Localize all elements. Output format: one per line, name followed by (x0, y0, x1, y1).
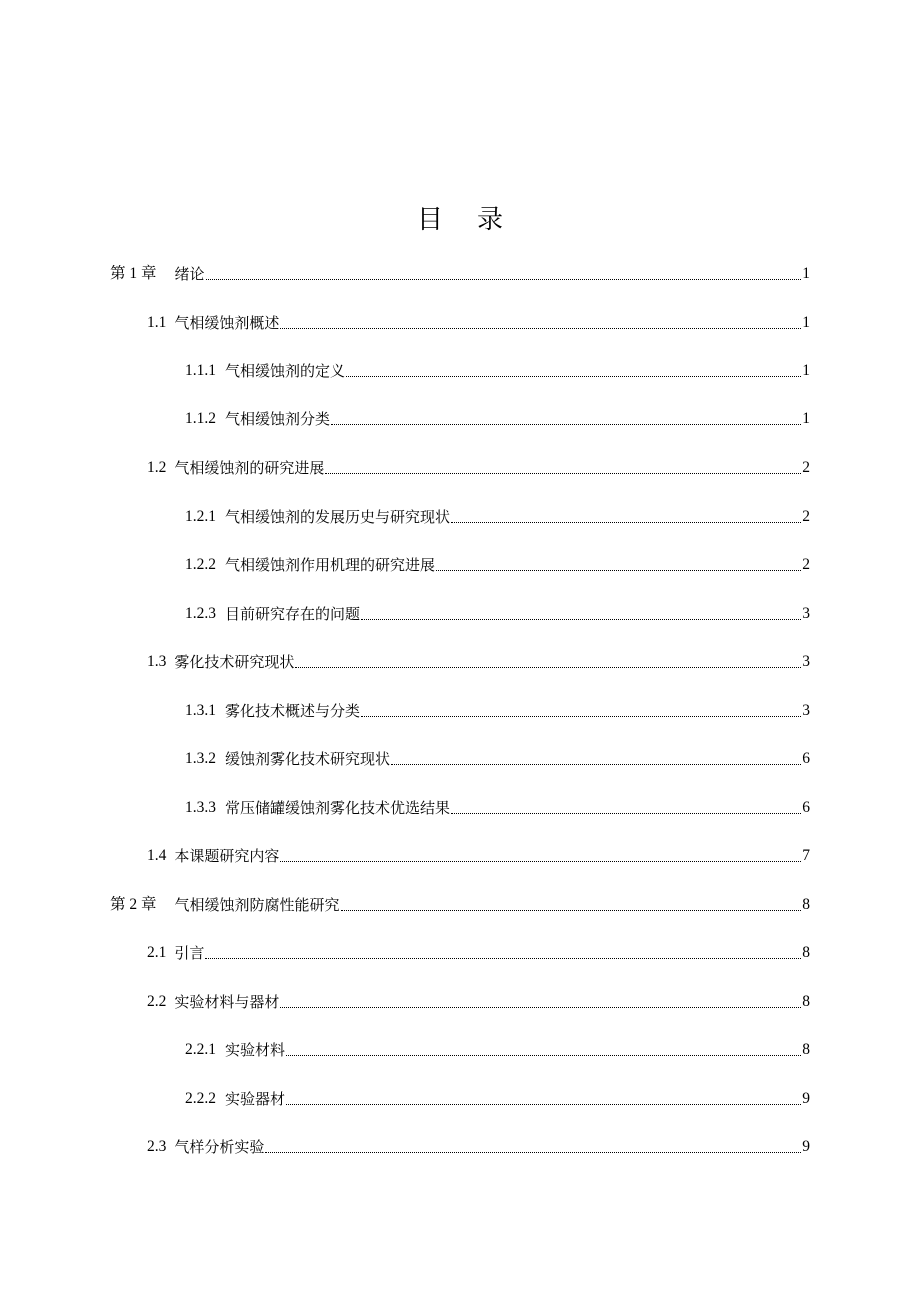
toc-entry-page: 2 (802, 556, 810, 573)
toc-dot-leader (436, 570, 801, 571)
toc-entry-number: 1.2 (147, 459, 167, 476)
toc-entry-page: 6 (802, 750, 810, 767)
toc-entry-title: 实验材料与器材 (174, 993, 280, 1011)
toc-entry-number: 1.2.1 (185, 508, 216, 525)
toc-dot-leader (206, 279, 802, 280)
toc-dot-leader (280, 328, 801, 329)
toc-entry-title: 实验器材 (225, 1090, 286, 1108)
toc-entry-1-1-1[interactable] (185, 359, 810, 383)
toc-entry-page: 8 (802, 1041, 810, 1058)
toc-entry-title: 缓蚀剂雾化技术研究现状 (225, 750, 391, 768)
toc-entry-title: 气相缓蚀剂分类 (225, 410, 331, 428)
toc-dot-leader (265, 1152, 801, 1153)
toc-entry-page: 9 (802, 1138, 810, 1155)
toc-entry-page: 3 (802, 702, 810, 719)
toc-entry-number: 第 1 章 (110, 265, 157, 282)
toc-entry-1-3[interactable] (147, 650, 810, 674)
toc-entry-number: 1.3.1 (185, 702, 216, 719)
toc-entry-number: 1.3 (147, 653, 167, 670)
toc-dot-leader (346, 376, 801, 377)
toc-entry-number: 1.1.2 (185, 410, 216, 427)
toc-entry-title: 雾化技术研究现状 (174, 653, 295, 671)
toc-dot-leader (286, 1104, 801, 1105)
toc-entry-1-1-2[interactable] (185, 407, 810, 431)
toc-entry-page: 8 (802, 896, 810, 913)
toc-entry-page: 8 (802, 944, 810, 961)
toc-entry-page: 7 (802, 847, 810, 864)
toc-entry-1-3-3[interactable] (185, 796, 810, 820)
toc-dot-leader (391, 764, 801, 765)
toc-entry-2-1[interactable] (147, 941, 810, 965)
toc-entry-2-2-1[interactable] (185, 1038, 810, 1062)
toc-entry-page: 8 (802, 993, 810, 1010)
toc-entry-1-1[interactable] (147, 311, 810, 335)
toc-dot-leader (341, 910, 802, 911)
toc-title-char-2: 录 (477, 205, 504, 235)
toc-entry-1-3-1[interactable] (185, 699, 810, 723)
toc-entry-page: 1 (802, 265, 810, 282)
toc-entry-2-2-2[interactable] (185, 1087, 810, 1111)
toc-entry-number: 2.2.1 (185, 1041, 216, 1058)
toc-entry-page: 1 (802, 314, 810, 331)
toc-entry-title: 气相缓蚀剂的定义 (225, 362, 346, 380)
toc-entry-title: 引言 (174, 944, 205, 962)
toc-entry-number: 2.2 (147, 993, 167, 1010)
toc-entry-title: 目前研究存在的问题 (225, 605, 361, 623)
toc-entry-number: 1.2.2 (185, 556, 216, 573)
toc-entry-chapter-2[interactable] (110, 893, 810, 917)
toc-entry-page: 1 (802, 410, 810, 427)
toc-entry-title: 气相缓蚀剂防腐性能研究 (174, 896, 340, 914)
toc-entry-title: 气样分析实验 (174, 1138, 265, 1156)
toc-dot-leader (295, 667, 801, 668)
toc-entry-chapter-1[interactable] (110, 262, 810, 286)
toc-entry-1-2[interactable] (147, 456, 810, 480)
toc-entry-page: 3 (802, 653, 810, 670)
toc-entry-1-2-3[interactable] (185, 602, 810, 626)
toc-entry-1-2-1[interactable] (185, 505, 810, 529)
toc-entry-page: 1 (802, 362, 810, 379)
toc-dot-leader (280, 1007, 801, 1008)
toc-entry-title: 本课题研究内容 (174, 847, 280, 865)
toc-entry-1-4[interactable] (147, 844, 810, 868)
toc-entry-number: 1.1 (147, 314, 167, 331)
toc-entry-number: 1.3.2 (185, 750, 216, 767)
toc-dot-leader (361, 716, 801, 717)
toc-entry-page: 2 (802, 459, 810, 476)
toc-entry-number: 2.3 (147, 1138, 167, 1155)
toc-entry-number: 2.1 (147, 944, 167, 961)
toc-entry-1-2-2[interactable] (185, 553, 810, 577)
toc-dot-leader (205, 958, 801, 959)
toc-entry-number: 第 2 章 (110, 896, 157, 913)
toc-entry-2-2[interactable] (147, 990, 810, 1014)
toc-entry-page: 3 (802, 605, 810, 622)
toc-dot-leader (280, 861, 801, 862)
toc-entry-title: 绪论 (174, 265, 205, 283)
toc-entry-title: 常压储罐缓蚀剂雾化技术优选结果 (225, 799, 451, 817)
toc-dot-leader (451, 522, 801, 523)
toc-dot-leader (331, 424, 801, 425)
toc-dot-leader (361, 619, 801, 620)
toc-entry-number: 2.2.2 (185, 1090, 216, 1107)
toc-entry-1-3-2[interactable] (185, 747, 810, 771)
toc-entry-page: 2 (802, 508, 810, 525)
toc-entry-title: 雾化技术概述与分类 (225, 702, 361, 720)
toc-entry-number: 1.3.3 (185, 799, 216, 816)
toc-entry-title: 气相缓蚀剂概述 (174, 314, 280, 332)
toc-entry-page: 6 (802, 799, 810, 816)
toc-entry-number: 1.2.3 (185, 605, 216, 622)
toc-entry-title: 气相缓蚀剂作用机理的研究进展 (225, 556, 436, 574)
toc-entry-page: 9 (802, 1090, 810, 1107)
toc-dot-leader (325, 473, 801, 474)
toc-dot-leader (451, 813, 801, 814)
toc-entry-2-3[interactable] (147, 1135, 810, 1159)
toc-entry-title: 气相缓蚀剂的发展历史与研究现状 (225, 508, 451, 526)
toc-entry-number: 1.1.1 (185, 362, 216, 379)
toc-entry-title: 气相缓蚀剂的研究进展 (174, 459, 325, 477)
toc-entry-number: 1.4 (147, 847, 167, 864)
toc-dot-leader (286, 1055, 801, 1056)
toc-entry-title: 实验材料 (225, 1041, 286, 1059)
toc-title-char-1: 目 (416, 205, 443, 235)
